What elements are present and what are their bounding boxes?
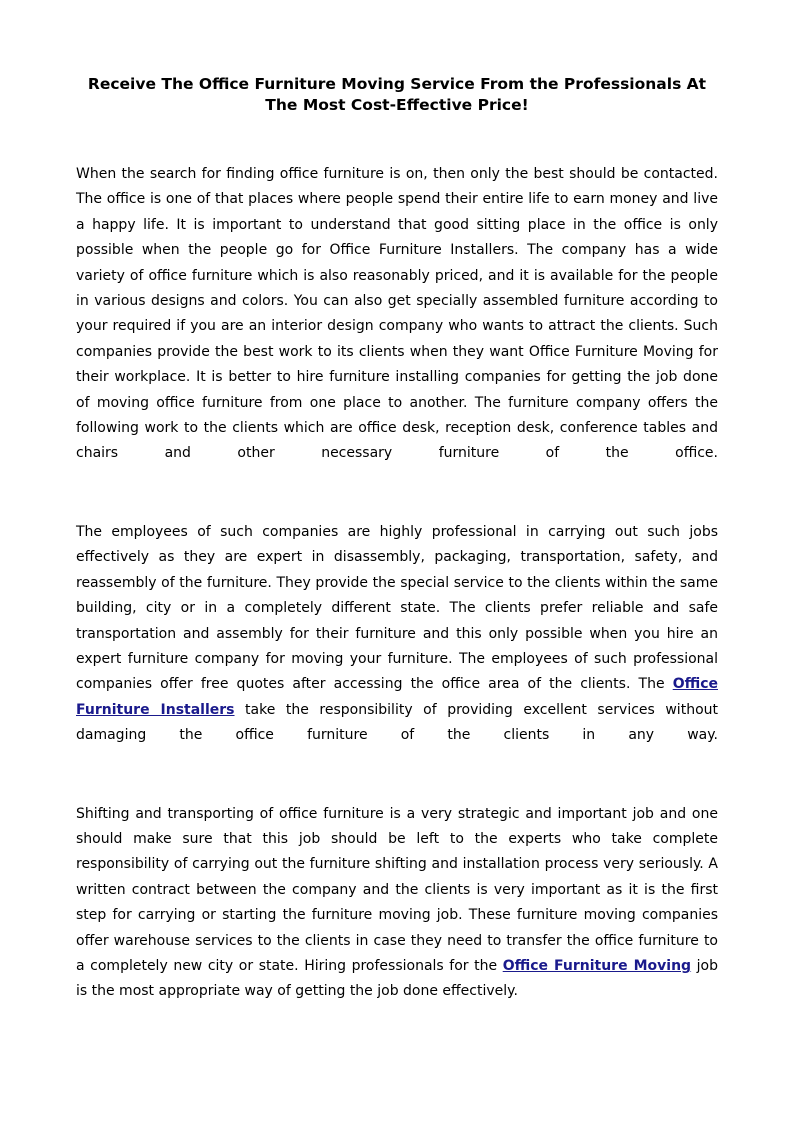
paragraph-2-text-before: The employees of such companies are highly professional in carrying out such jobs effectively as they are expert in disassembly, packaging, transportation, safety, and reassembly of the furniture. They provide the special service to the clients within the same building, city or in a completely different state. The clients prefer reliable and safe transportation and assembly for their furniture and this only possible when you hire an expert furniture company for moving your furniture. The employees of such professional companies offer free quotes after accessing the office area of the clients. The [76,523,718,693]
office-furniture-installers-link[interactable]: Office Furniture Installers [76,676,718,718]
paragraph-2 [76,520,718,749]
paragraph-3 [76,802,718,1005]
paragraph-3-text-after: job is the most appropriate way of getting the job done effectively. [76,957,718,1000]
office-furniture-moving-link[interactable]: Office Furniture Moving [502,957,692,974]
document-page [76,74,718,1005]
paragraph-1: When the search for finding office furniture is on, then only the best should be contacted. The office is one of that places where people spend their entire life to earn money and live a happy life. It is important to understand that good sitting place in the office is only possible when the people go for Office Furniture Installers. The company has a wide variety of office furniture which is also reasonably priced, and it is available for the people in various designs and colors. You can also get specially assembled furniture according to your required if you are an interior design company who wants to attract the clients. Such companies provide the best work to its clients when they want Office Furniture Moving for their workplace. It is better to hire furniture installing companies for getting the job done of moving office furniture from one place to another. The furniture company offers the following work to the clients which are office desk, reception desk, conference tables and chairs and other necessary furniture of the office. [76,166,718,462]
paragraph-2-text-after: take the responsibility of providing excellent services without damaging the office furniture of the clients in any way. [76,701,718,744]
paragraph-3-text-before: Shifting and transporting of office furniture is a very strategic and important job and one should make sure that this job should be left to the experts who take complete responsibility of carrying out the furniture shifting and installation process very seriously. A written contract between the company and the clients is very important as it is the first step for carrying or starting the furniture moving job. These furniture moving companies offer warehouse services to the clients in case they need to transfer the office furniture to a completely new city or state. Hiring professionals for the [76,805,718,974]
document-title: Receive The Office Furniture Moving Service From the Professionals At The Most Cost-Effective Price! [87,75,707,114]
